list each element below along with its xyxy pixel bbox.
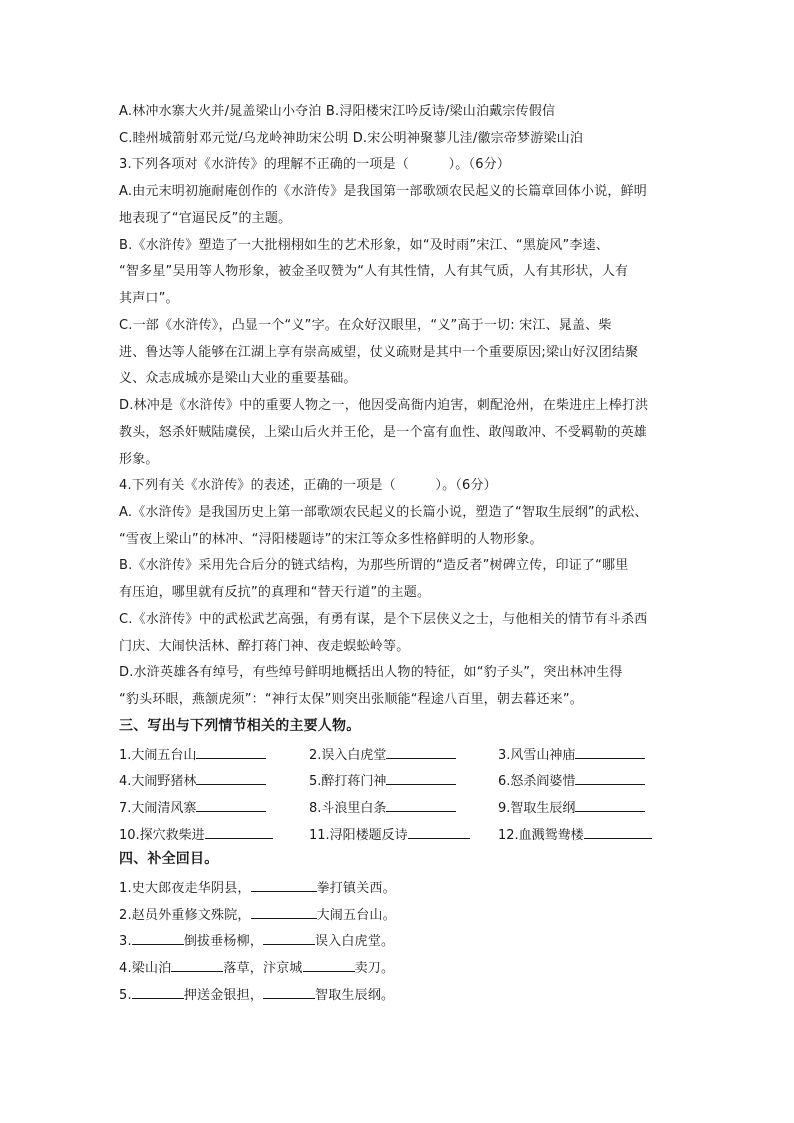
option-line: C.睦州城箭射邓元觉/乌龙岭神助宋公明 D.宋公明神聚蓼儿洼/徽宗帝梦游梁山泊 [119, 131, 584, 146]
plot-item: 12.血溅鸳鸯楼 [498, 825, 652, 844]
chapter-title-item: 4.梁山泊 落草，汴京城 卖刀。 [119, 958, 679, 977]
plot-item: 5.醉打蒋门神 [309, 771, 456, 790]
plot-item: 8.斗浪里白条 [309, 798, 456, 817]
option-line: B.《水浒传》采用先合后分的链式结构，为那些所谓的“造反者”树碑立传，印证了“哪里 [119, 558, 629, 573]
answer-blank[interactable] [575, 745, 645, 759]
option-line: C.《水浒传》中的武松武艺高强，有勇有谋，是个下层侠义之士，与他相关的情节有斗杀西 [119, 612, 648, 627]
chapter-title-item: 3. 倒拔垂杨柳， 误入白虎堂。 [119, 931, 679, 950]
option-line: “豹头环眼，燕颔虎须”：“神行太保”则突出张顺能“程途八百里，朝去暮还来”。 [119, 692, 584, 707]
plot-item: 2.误入白虎堂 [309, 745, 456, 764]
answer-blank[interactable] [408, 825, 470, 839]
answer-blank[interactable] [584, 825, 652, 839]
answer-blank[interactable] [575, 771, 645, 785]
question-3: 3.下列各项对《水浒传》的理解不正确的一项是（ ）。（6分） [119, 157, 511, 172]
option-line: 地表现了“官逼民反”的主题。 [119, 211, 292, 226]
option-line: 义、众志成城亦是梁山大业的重要基础。 [119, 371, 357, 386]
answer-blank[interactable] [171, 958, 223, 972]
answer-blank[interactable] [575, 798, 645, 812]
section-4-title: 四、补全回目。 [119, 851, 219, 867]
option-line: 形象。 [119, 452, 159, 467]
option-line: 门庆、大闹快活林、醉打蒋门神、夜走蜈蚣岭等。 [119, 639, 410, 654]
answer-blank[interactable] [132, 931, 184, 945]
plot-item: 9.智取生辰纲 [498, 798, 645, 817]
answer-blank[interactable] [386, 798, 456, 812]
question-4: 4.下列有关《水浒传》的表述，正确的一项是（ ）。（6分） [119, 478, 497, 493]
option-line: A.林冲水寨大火并/晁盖梁山小夺泊 B.浔阳楼宋江吟反诗/梁山泊戴宗传假信 [119, 104, 556, 119]
answer-blank[interactable] [196, 798, 266, 812]
section-3-title: 三、写出与下列情节相关的主要人物。 [119, 718, 361, 734]
plot-item: 10.探穴救柴进 [119, 825, 273, 844]
option-line: “雪夜上梁山”的林冲、“浔阳楼题诗”的宋江等众多性格鲜明的人物形象。 [119, 532, 543, 547]
option-line: 其声口”。 [119, 291, 179, 306]
chapter-title-item: 5. 押送金银担， 智取生辰纲。 [119, 985, 679, 1004]
plot-item: 11.浔阳楼题反诗 [309, 825, 470, 844]
option-line: 进、鲁达等人能够在江湖上享有崇高威望，仗义疏财是其中一个重要原因;梁山好汉团结聚 [119, 345, 639, 360]
plot-item: 6.怒杀阎婆惜 [498, 771, 645, 790]
plot-item: 4.大闹野猪林 [119, 771, 266, 790]
option-line: A.《水浒传》是我国历史上第一部歌颂农民起义的长篇小说，塑造了“智取生辰纲”的武松、 [119, 505, 648, 520]
answer-blank[interactable] [196, 771, 266, 785]
answer-blank[interactable] [386, 771, 456, 785]
answer-blank[interactable] [303, 958, 355, 972]
plot-item: 3.风雪山神庙 [498, 745, 645, 764]
option-line: A.由元末明初施耐庵创作的《水浒传》是我国第一部歌颂农民起义的长篇章回体小说，鲜明 [119, 184, 647, 199]
answer-blank[interactable] [251, 905, 317, 919]
chapter-title-item: 1.史大郎夜走华阴县， 拳打镇关西。 [119, 878, 679, 897]
answer-blank[interactable] [196, 745, 266, 759]
option-line: D.水浒英雄各有绰号，有些绰号鲜明地概括出人物的特征，如“豹子头”，突出林冲生得 [119, 665, 623, 680]
option-line: 教头，怒杀奸贼陆虞侯，上梁山后火并王伦，是一个富有血性、敢闯敢冲、不受羁勒的英雄 [119, 425, 648, 440]
answer-blank[interactable] [263, 985, 315, 999]
answer-blank[interactable] [386, 745, 456, 759]
plot-item: 7.大闹清风寨 [119, 798, 266, 817]
plot-item: 1.大闹五台山 [119, 745, 266, 764]
answer-blank[interactable] [132, 985, 184, 999]
chapter-title-item: 2.赵员外重修文殊院， 大闹五台山。 [119, 905, 679, 924]
answer-blank[interactable] [205, 825, 273, 839]
option-line: C.一部《水浒传》，凸显一个“义”字。在众好汉眼里，“义”高于一切: 宋江、晁盖、柴 [119, 318, 612, 333]
answer-blank[interactable] [263, 931, 315, 945]
option-line: 有压迫，哪里就有反抗”的真理和“替天行道”的主题。 [119, 585, 431, 600]
option-line: “智多星”吴用等人物形象，被金圣叹赞为“人有其性情，人有其气质，人有其形状，人有 [119, 264, 629, 279]
option-line: B.《水浒传》塑造了一大批栩栩如生的艺术形象，如“及时雨”宋江、“黑旋风”李逵、 [119, 238, 609, 253]
answer-blank[interactable] [251, 878, 317, 892]
option-line: D.林冲是《水浒传》中的重要人物之一，他因受高衙内迫害，刺配沧州，在柴进庄上棒打洪 [119, 398, 649, 413]
